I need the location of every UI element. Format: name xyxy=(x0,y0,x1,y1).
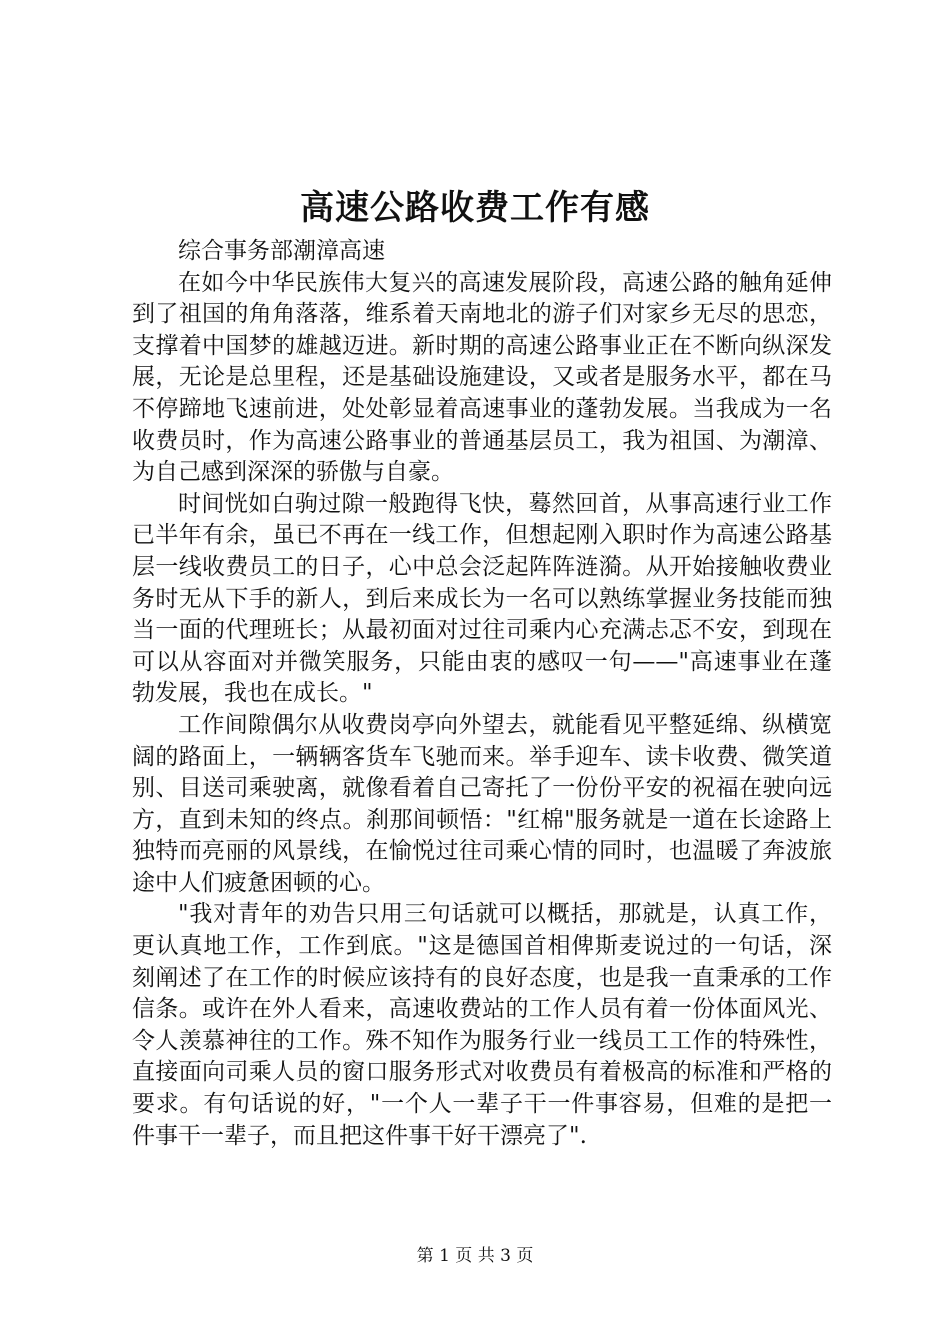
paragraph-2: 时间恍如白驹过隙一般跑得飞快，蓦然回首，从事高速行业工作已半年有余，虽已不再在一线工作，但想起刚入职时作为高速公路基层一线收费员工的日子，心中总会泛起阵阵涟漪。从开始接触收费业务时无从下手的新人，到后来成长为一名可以熟练掌握业务技能而独当一面的代理班长；从最初面对过往司乘内心充满忐忑不安，到现在可以从容面对并微笑服务，只能由衷的感叹一句——"高速事业在蓬勃发展，我也在成长。" xyxy=(132,490,832,707)
paragraph-1: 在如今中华民族伟大复兴的高速发展阶段，高速公路的触角延伸到了祖国的角角落落，维系着天南地北的游子们对家乡无尽的思恋，支撑着中国梦的雄越迈进。新时期的高速公路事业正在不断向纵深发展，无论是总里程，还是基础设施建设，又或者是服务水平，都在马不停蹄地飞速前进，处处彰显着高速事业的蓬勃发展。当我成为一名收费员时，作为高速公路事业的普通基层员工，我为祖国、为潮漳、为自己感到深深的骄傲与自豪。 xyxy=(132,269,832,486)
byline: 综合事务部潮漳高速 xyxy=(178,238,385,264)
paragraph-4: "我对青年的劝告只用三句话就可以概括，那就是，认真工作，更认真地工作，工作到底。"这是德国首相俾斯麦说过的一句话，深刻阐述了在工作的时候应该持有的良好态度，也是我一直秉承的工作信条。或许在外人看来，高速收费站的工作人员有着一份体面风光、令人羡慕神往的工作。殊不知作为服务行业一线员工工作的特殊性，直接面向司乘人员的窗口服务形式对收费员有着极高的标准和严格的要求。有句话说的好，"一个人一辈子干一件事容易，但难的是把一件事干一辈子，而且把这件事干好干漂亮了". xyxy=(132,901,832,1149)
document-title: 高速公路收费工作有感 xyxy=(300,188,650,228)
paragraph-3: 工作间隙偶尔从收费岗亭向外望去，就能看见平整延绵、纵横宽阔的路面上，一辆辆客货车飞驰而来。举手迎车、读卡收费、微笑道别、目送司乘驶离，就像看着自己寄托了一份份平安的祝福在驶向远方，直到未知的终点。刹那间顿悟："红棉"服务就是一道在长途路上独特而亮丽的风景线，在愉悦过往司乘心情的同时，也温暖了奔波旅途中人们疲惫困顿的心。 xyxy=(132,711,832,896)
page-footer: 第 1 页 共 3 页 xyxy=(416,1246,534,1266)
document-body xyxy=(132,236,832,1152)
